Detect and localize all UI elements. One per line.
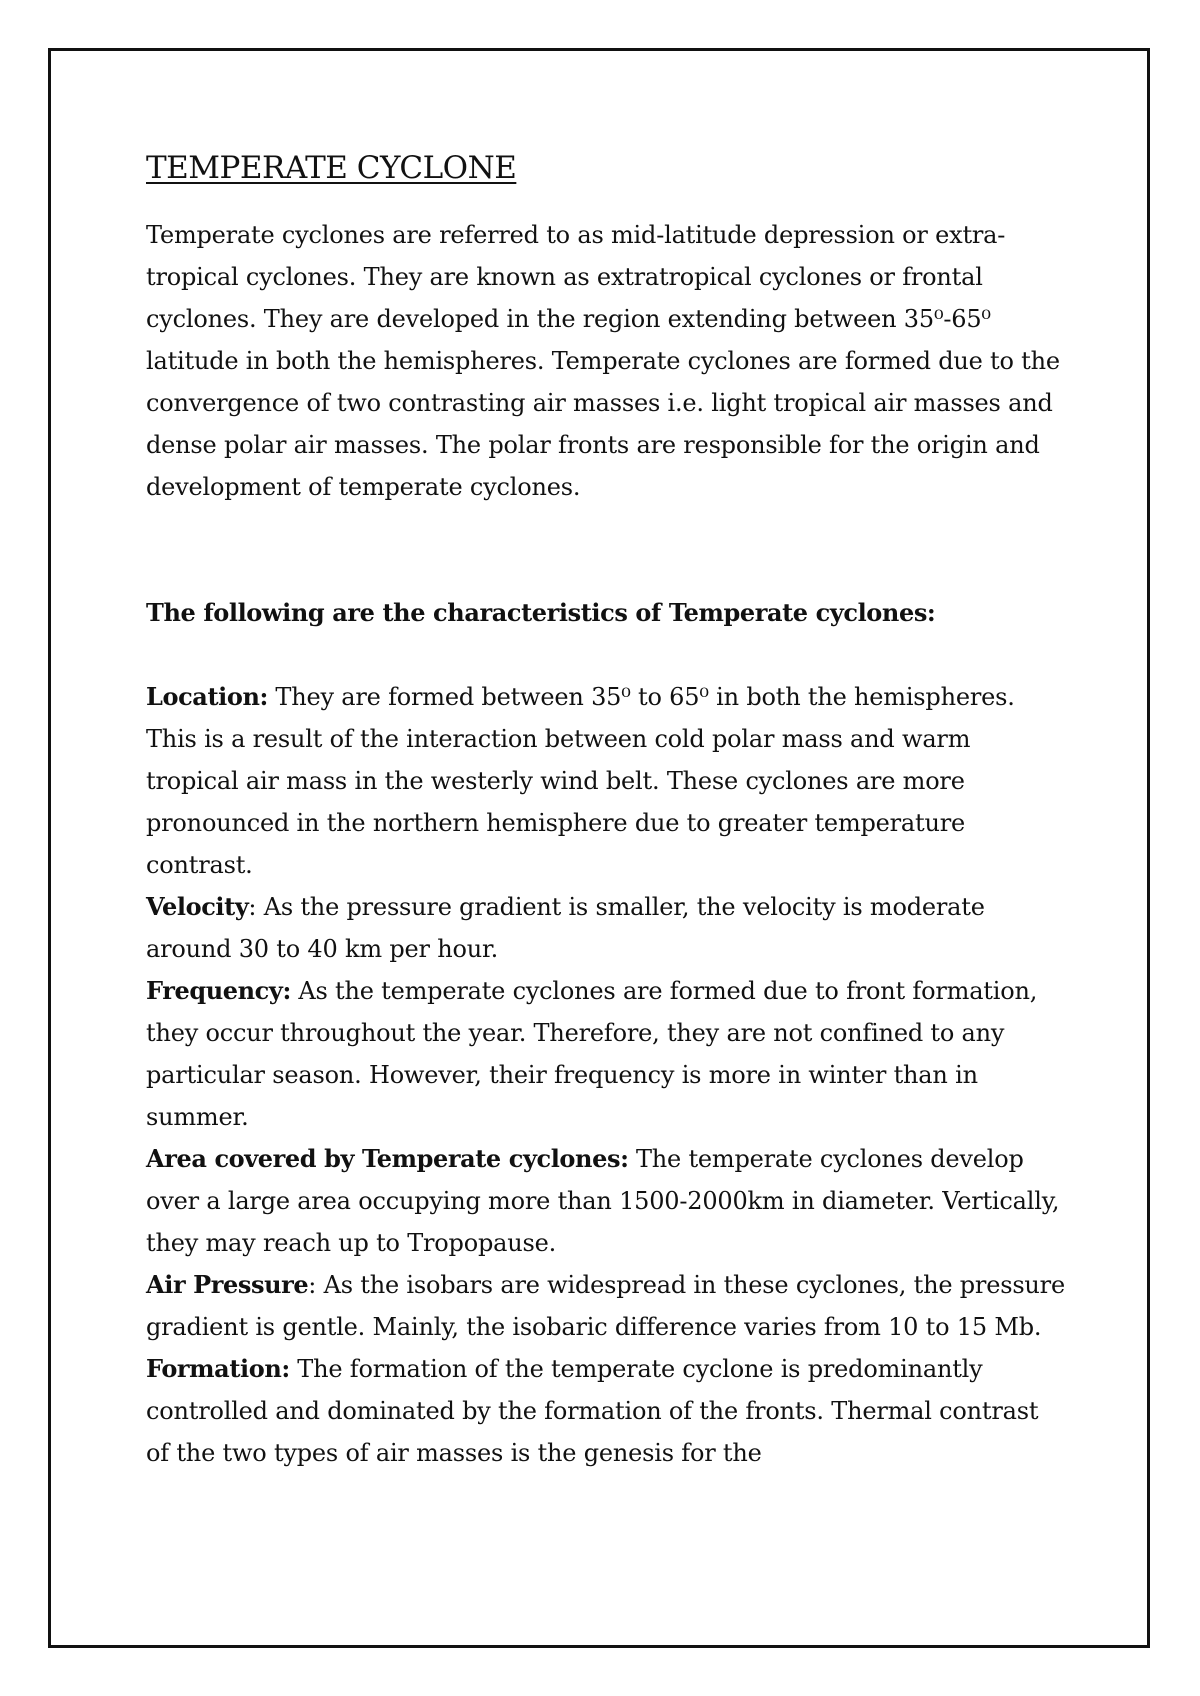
characteristic-label: Formation: xyxy=(146,1354,290,1383)
characteristic-label: Air Pressure xyxy=(146,1270,309,1299)
characteristic-text: They are formed between 35⁰ to 65⁰ in both the hemispheres. This is a result of the interaction between cold polar mass and warm tropical air mass in the westerly wind belt. These cyclones are more pronounced in the northern hemisphere due to greater temperature contrast. xyxy=(146,683,1015,879)
characteristic-text: : As the isobars are widespread in these cyclones, the pressure gradient is gentle. Mainly, the isobaric difference varies from 10 to 15 Mb. xyxy=(146,1271,1065,1341)
characteristics-heading: The following are the characteristics of Temperate cyclones: xyxy=(146,598,936,627)
characteristic-area-covered xyxy=(146,1138,1066,1264)
characteristic-velocity xyxy=(146,886,1066,970)
characteristic-text: The temperate cyclones develop over a large area occupying more than 1500-2000km in diameter. Vertically, they may reach up to Tropopause. xyxy=(146,1145,1060,1257)
characteristic-formation xyxy=(146,1348,1066,1474)
characteristic-location xyxy=(146,676,1066,886)
intro-paragraph: Temperate cyclones are referred to as mid-latitude depression or extra-tropical cyclones. They are known as extratropical cyclones or frontal cyclones. They are developed in the region extending between 35⁰-65⁰ latitude in both the hemispheres. Temperate cyclones are formed due to the convergence of two contrasting air masses i.e. light tropical air masses and dense polar air masses. The polar fronts are responsible for the origin and development of temperate cyclones. xyxy=(146,221,1060,501)
characteristic-text: The formation of the temperate cyclone is predominantly controlled and dominated by the formation of the fronts. Thermal contrast of the two types of air masses is the genesis for the xyxy=(146,1355,1039,1467)
characteristic-label: Location: xyxy=(146,682,268,711)
characteristics-list xyxy=(146,676,1066,1474)
document-title: TEMPERATE CYCLONE xyxy=(146,150,517,186)
characteristic-text: : As the pressure gradient is smaller, the velocity is moderate around 30 to 40 km per hour. xyxy=(146,893,985,963)
characteristic-label: Frequency: xyxy=(146,976,291,1005)
characteristic-air-pressure xyxy=(146,1264,1066,1348)
document-body xyxy=(146,150,1066,1474)
characteristic-label: Area covered by Temperate cyclones: xyxy=(146,1144,629,1173)
characteristic-text: As the temperate cyclones are formed due to front formation, they occur throughout the year. Therefore, they are not confined to any particular season. However, their frequency is more in winter than in summer. xyxy=(146,977,1038,1131)
characteristic-label: Velocity xyxy=(146,892,249,921)
characteristic-frequency xyxy=(146,970,1066,1138)
